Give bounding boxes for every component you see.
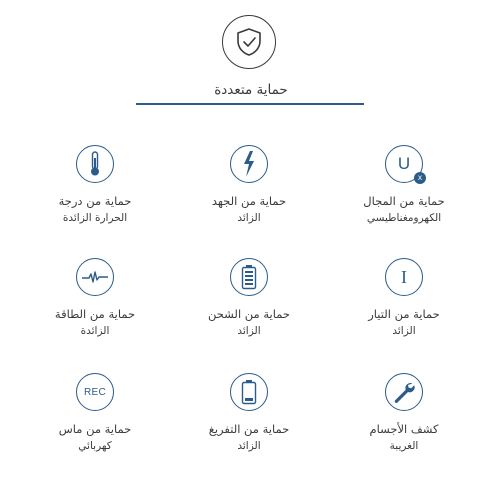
icon-circle — [76, 145, 114, 183]
icon-circle — [385, 373, 423, 411]
feature-label-line1: حماية من التيار — [368, 307, 440, 321]
feature-over-charge — [179, 258, 319, 340]
battery-empty-icon — [241, 379, 257, 405]
feature-label-line1: حماية من الجهد — [211, 194, 287, 208]
feature-label — [25, 306, 165, 340]
feature-electromagnetic — [334, 145, 474, 227]
feature-label-line1: حماية من الشحن — [208, 307, 290, 321]
feature-label — [25, 193, 165, 227]
feature-over-power — [25, 258, 165, 340]
feature-label-line2: الزائد — [392, 325, 416, 337]
feature-label-line1: حماية من التفريغ — [208, 422, 290, 436]
feature-over-voltage — [179, 145, 319, 227]
feature-label — [179, 421, 319, 455]
feature-label-line1: حماية من الطاقة — [54, 307, 136, 321]
feature-label-line2: الحرارة الزائدة — [62, 212, 128, 224]
feature-label-line2: الكهرومغناطيسي — [366, 212, 442, 224]
feature-short-circuit — [25, 373, 165, 455]
shield-icon-circle — [222, 15, 276, 69]
feature-label — [334, 306, 474, 340]
feature-label-line2: كهربائي — [78, 440, 112, 452]
icon-circle — [230, 258, 268, 296]
feature-label-line2: الزائد — [237, 212, 261, 224]
feature-label-line2: الزائد — [237, 440, 261, 452]
shield-check-icon — [235, 27, 263, 57]
feature-label-line2: الزائدة — [80, 325, 110, 337]
feature-label-line2: الغريبة — [389, 440, 419, 452]
page-title: حماية متعددة — [214, 82, 288, 98]
battery-full-icon — [241, 264, 257, 290]
current-i-icon: I — [401, 266, 407, 287]
pulse-icon — [81, 269, 109, 285]
wrench-icon — [392, 380, 416, 404]
feature-label — [179, 306, 319, 340]
feature-label-line1: حماية من ماس — [58, 422, 132, 436]
feature-label — [334, 421, 474, 455]
icon-circle — [76, 373, 114, 411]
title-underline — [136, 103, 364, 105]
feature-foreign-object — [334, 373, 474, 455]
icon-circle — [385, 258, 423, 296]
lightning-icon — [239, 150, 259, 178]
icon-circle — [230, 145, 268, 183]
rec-icon: REC — [84, 386, 107, 398]
feature-over-current — [334, 258, 474, 340]
icon-circle — [230, 373, 268, 411]
feature-label-line1: حماية من درجة — [58, 194, 132, 208]
feature-label-line1: كشف الأجسام — [369, 422, 439, 436]
feature-label — [179, 193, 319, 227]
thermometer-icon — [88, 151, 102, 177]
icon-circle — [76, 258, 114, 296]
feature-label-line1: حماية من المجال — [363, 194, 445, 208]
feature-label — [25, 421, 165, 455]
feature-label — [334, 193, 474, 227]
icon-circle — [385, 145, 423, 183]
feature-over-temperature — [25, 145, 165, 227]
feature-over-discharge — [179, 373, 319, 455]
magnet-u-icon: U — [397, 154, 411, 173]
feature-label-line2: الزائد — [237, 325, 261, 337]
x-badge-icon: x — [414, 172, 426, 184]
